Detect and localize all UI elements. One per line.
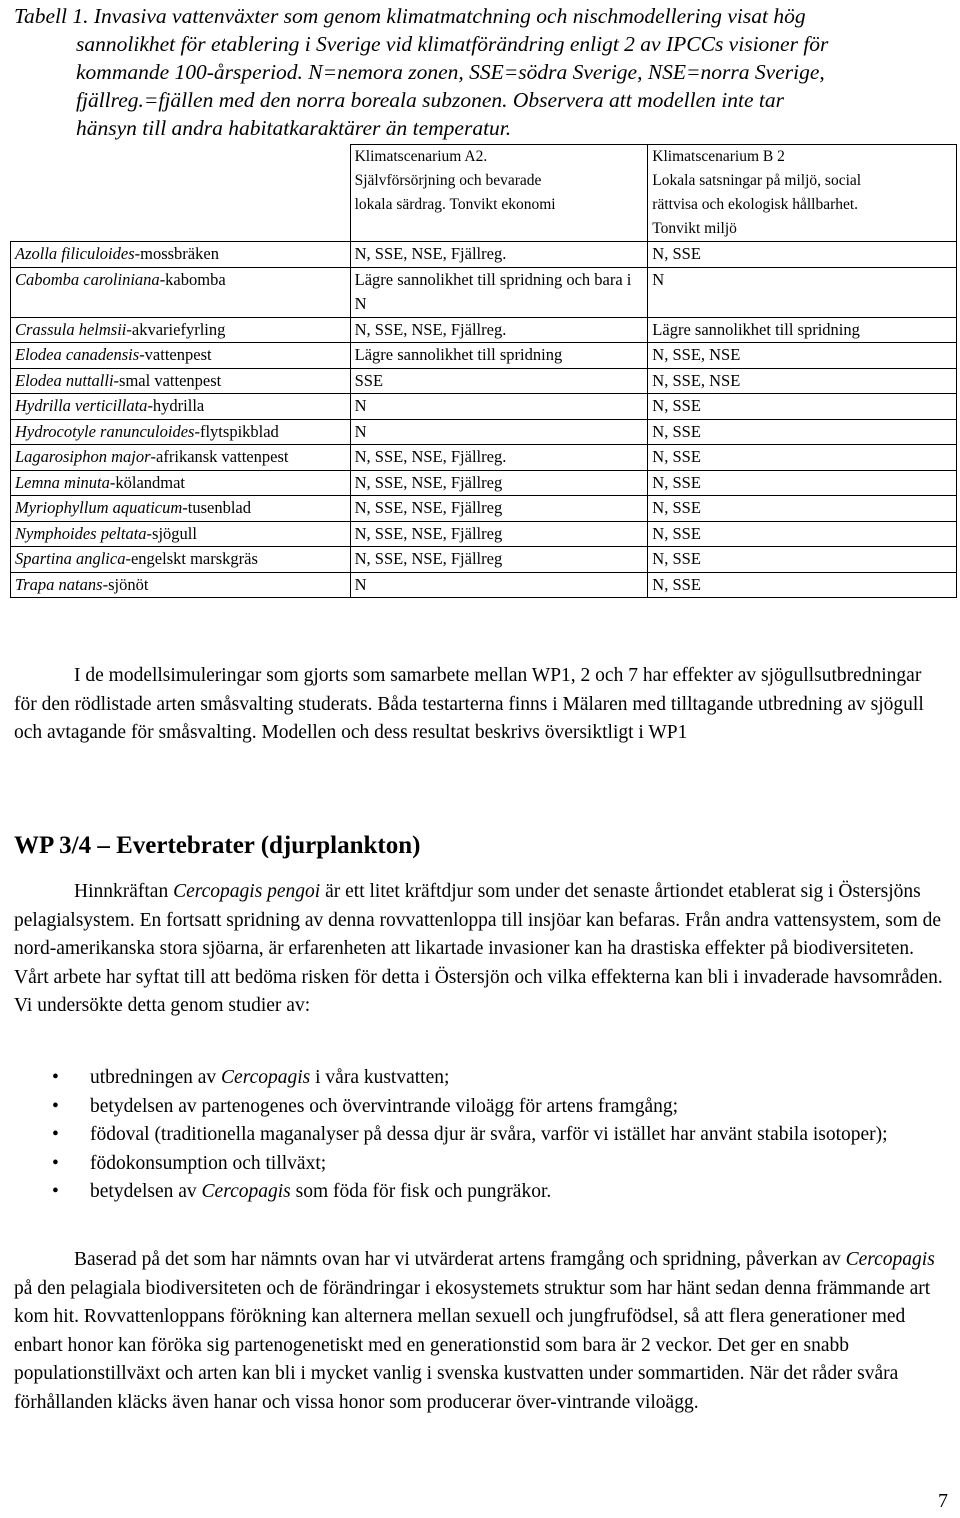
scenario-a2-cell: N (350, 394, 648, 420)
scenario-b2-cell: N, SSE (648, 521, 957, 547)
scenario-a2-cell: N, SSE, NSE, Fjällreg. (350, 317, 648, 343)
scenario-b2-cell: N, SSE (648, 496, 957, 522)
scenario-a2-cell: N, SSE, NSE, Fjällreg. (350, 242, 648, 268)
header-b2-line: Tonvikt miljö (652, 220, 737, 237)
text-run: är ett litet kräftdjur som under det senaste årtiondet etablerat sig i Östersjöns pelagialsystem. En fortsatt spridning av denna rovvattenloppa till insjöar kan befaras. Från andra vattensystem, som de nord-amerikanska stora sjöarna, är erfarenheten att likartade invasioner kan ha drastiska effekter på biodiversiteten. Vårt arbete har syftat till att bedöma risken för detta i Östersjön och vilka effekterna kan bli i invaderade havsområden. Vi undersökte detta genom studier av: (14, 881, 943, 1016)
species-cell (11, 572, 351, 598)
text-run: betydelsen av partenogenes och övervintrande viloägg för artens framgång; (90, 1095, 679, 1117)
species-cell (11, 317, 351, 343)
scenario-b2-cell: N, SSE (648, 572, 957, 598)
table-row (11, 368, 957, 394)
scientific-name: Elodea canadensis (15, 345, 140, 364)
text-run: betydelsen av (90, 1181, 202, 1202)
common-name: -akvariefyrling (126, 319, 226, 339)
header-a2-line: Självförsörjning och bevarade (354, 172, 542, 189)
table-row (11, 394, 957, 420)
table-row (11, 445, 957, 471)
caption-line: kommande 100-årsperiod. N=nemora zonen, SSE=södra Sverige, NSE=norra Sverige, (76, 60, 825, 84)
paragraph-text (14, 1246, 946, 1417)
bullet-item (14, 1121, 946, 1150)
scientific-name: Hydrocotyle ranunculoides (15, 421, 195, 441)
table-row (11, 242, 957, 268)
common-name: -flytspikblad (194, 421, 279, 441)
scientific-name: Lemna minuta (15, 472, 110, 492)
scientific-name: Cabomba caroliniana (15, 269, 160, 289)
scenario-b2-cell: Lägre sannolikhet till spridning (648, 317, 957, 343)
table-row (11, 419, 957, 445)
common-name: -tusenblad (182, 498, 251, 517)
header-scenario-b2 (648, 145, 957, 242)
common-name: -afrikansk vattenpest (150, 447, 289, 466)
table-header-row (11, 145, 957, 242)
species-table (10, 144, 957, 598)
section-heading: WP 3/4 – Evertebrater (djurplankton) (14, 832, 421, 859)
scenario-a2-cell: N, SSE, NSE, Fjällreg (350, 547, 648, 573)
table-row (11, 521, 957, 547)
common-name: -kabomba (159, 269, 226, 289)
scenario-a2-cell: N, SSE, NSE, Fjällreg. (350, 445, 648, 471)
header-scenario-a2 (350, 145, 648, 242)
header-a2-line: Klimatscenarium A2. (354, 148, 488, 165)
scenario-a2-cell: N (350, 419, 648, 445)
scenario-a2-cell: N, SSE, NSE, Fjällreg (350, 496, 648, 522)
species-name: Cercopagis (201, 1181, 291, 1202)
bullet-icon: • (52, 1067, 59, 1088)
table-body (11, 242, 957, 598)
paragraph-results (14, 1246, 946, 1417)
text-run: utbredningen av (90, 1067, 222, 1088)
table-row (11, 572, 957, 598)
text-run: födokonsumption och tillväxt; (90, 1152, 327, 1174)
bullet-icon: • (52, 1152, 59, 1174)
text-run: födoval (traditionella maganalyser på dessa djur är svåra, varför vi istället har använt stabila isotoper); (90, 1124, 888, 1145)
scenario-b2-cell: N, SSE, NSE (648, 368, 957, 394)
text-run: Hinnkräftan (74, 881, 174, 902)
table-row (11, 343, 957, 369)
species-cell (11, 242, 351, 268)
paragraph-text (14, 878, 946, 1021)
species-cell (11, 267, 351, 317)
bullet-item (14, 1064, 946, 1093)
header-b2-line: rättvisa och ekologisk hållbarhet. (652, 196, 859, 213)
common-name: -kölandmat (109, 472, 186, 492)
scientific-name: Myriophyllum aquaticum (15, 498, 183, 517)
bullet-icon: • (52, 1181, 59, 1202)
scenario-a2-cell: N (350, 572, 648, 598)
scenario-b2-cell: N, SSE (648, 242, 957, 268)
scientific-name: Crassula helmsii (15, 319, 127, 339)
scenario-b2-cell: N, SSE, NSE (648, 343, 957, 369)
species-cell (11, 368, 351, 394)
scenario-a2-cell: SSE (350, 368, 648, 394)
common-name: -sjögull (146, 523, 197, 543)
common-name: -smal vattenpest (113, 370, 222, 390)
caption-line: Tabell 1. Invasiva vattenväxter som genom klimatmatchning och nischmodellering visat hög (14, 4, 806, 28)
common-name: -engelskt marskgräs (125, 549, 258, 568)
species-cell (11, 445, 351, 471)
table-row (11, 317, 957, 343)
bullet-item (14, 1150, 946, 1179)
page-number: 7 (938, 1490, 948, 1512)
text-run: i våra kustvatten; (310, 1067, 450, 1088)
scenario-a2-cell: Lägre sannolikhet till spridning och bara i N (350, 267, 648, 317)
table-caption (14, 2, 950, 142)
species-cell (11, 521, 351, 547)
scientific-name: Hydrilla verticillata (15, 396, 148, 415)
bullet-list (14, 1064, 946, 1207)
text-run: på den pelagiala biodiversiteten och de förändringar i ekosystemets struktur som har hänt sedan denna främmande art kom hit. Rovvattenloppans förökning kan alternera mellan sexuell och jungfrufödsel, så att flera generationer med enbart honor kan föröka sig partenogenetiskt med en generationstid som bara är 2 veckor. Det ger en snabb populationstillväxt och arten kan bli i mycket vanlig i svenska kustvatten under sommartiden. När det råder svåra förhållanden kläcks även hanar och vissa honor som producerar över-vintrande viloägg. (14, 1277, 931, 1413)
table-row (11, 496, 957, 522)
species-cell (11, 496, 351, 522)
table-row (11, 267, 957, 317)
species-name: Cercopagis (221, 1067, 311, 1088)
scientific-name: Nymphoides peltata (15, 523, 147, 543)
scientific-name: Spartina anglica (15, 549, 126, 568)
scenario-a2-cell: N, SSE, NSE, Fjällreg (350, 470, 648, 496)
species-cell (11, 419, 351, 445)
table-row (11, 547, 957, 573)
species-cell (11, 394, 351, 420)
caption-line: sannolikhet för etablering i Sverige vid klimatförändring enligt 2 av IPCCs visioner för (76, 32, 829, 56)
bullet-item (14, 1093, 946, 1122)
scenario-b2-cell: N, SSE (648, 547, 957, 573)
common-name: -mossbräken (134, 244, 219, 263)
header-b2-line: Lokala satsningar på miljö, social (652, 172, 862, 189)
text-run: Baserad på det som har nämnts ovan har vi utvärderat artens framgång och spridning, påverkan av (74, 1249, 846, 1270)
bullet-icon: • (52, 1124, 59, 1145)
header-a2-line: lokala särdrag. Tonvikt ekonomi (354, 196, 556, 213)
scientific-name: Elodea nuttalli (15, 370, 114, 390)
bullet-item (14, 1178, 946, 1207)
scenario-b2-cell: N, SSE (648, 470, 957, 496)
text-run: som föda för fisk och pungräkor. (290, 1181, 552, 1202)
species-cell (11, 343, 351, 369)
common-name: -vattenpest (139, 345, 212, 364)
scientific-name: Azolla filiculoides (15, 244, 135, 263)
scientific-name: Trapa natans (15, 574, 103, 594)
scenario-a2-cell: Lägre sannolikhet till spridning (350, 343, 648, 369)
species-cell (11, 470, 351, 496)
species-name: Cercopagis (845, 1249, 935, 1270)
header-b2-line: Klimatscenarium B 2 (652, 148, 785, 165)
scenario-b2-cell: N, SSE (648, 394, 957, 420)
paragraph-intro (14, 878, 946, 1021)
species-cell (11, 547, 351, 573)
paragraph-modelling (14, 662, 946, 748)
scenario-b2-cell: N (648, 267, 957, 317)
bullet-icon: • (52, 1095, 59, 1117)
header-blank-cell (11, 145, 351, 242)
species-name: Cercopagis pengoi (173, 881, 321, 902)
scientific-name: Lagarosiphon major (15, 447, 151, 466)
caption-line: fjällreg.=fjällen med den norra boreala subzonen. Observera att modellen inte tar (76, 88, 784, 112)
table-row (11, 470, 957, 496)
common-name: -hydrilla (147, 396, 205, 415)
scenario-a2-cell: N, SSE, NSE, Fjällreg (350, 521, 648, 547)
scenario-b2-cell: N, SSE (648, 445, 957, 471)
paragraph-text: I de modellsimuleringar som gjorts som samarbete mellan WP1, 2 och 7 har effekter av sjögullsutbredningar för den rödlistade arten småsvalting studerats. Båda testarterna finns i Mälaren med tilltagande utbredning av sjögull och avtagande för småsvalting. Modellen och dess resultat beskrivs översiktligt i WP1 (14, 665, 924, 743)
scenario-b2-cell: N, SSE (648, 419, 957, 445)
caption-line: hänsyn till andra habitatkaraktärer än temperatur. (76, 116, 512, 140)
common-name: -sjönöt (102, 574, 149, 594)
